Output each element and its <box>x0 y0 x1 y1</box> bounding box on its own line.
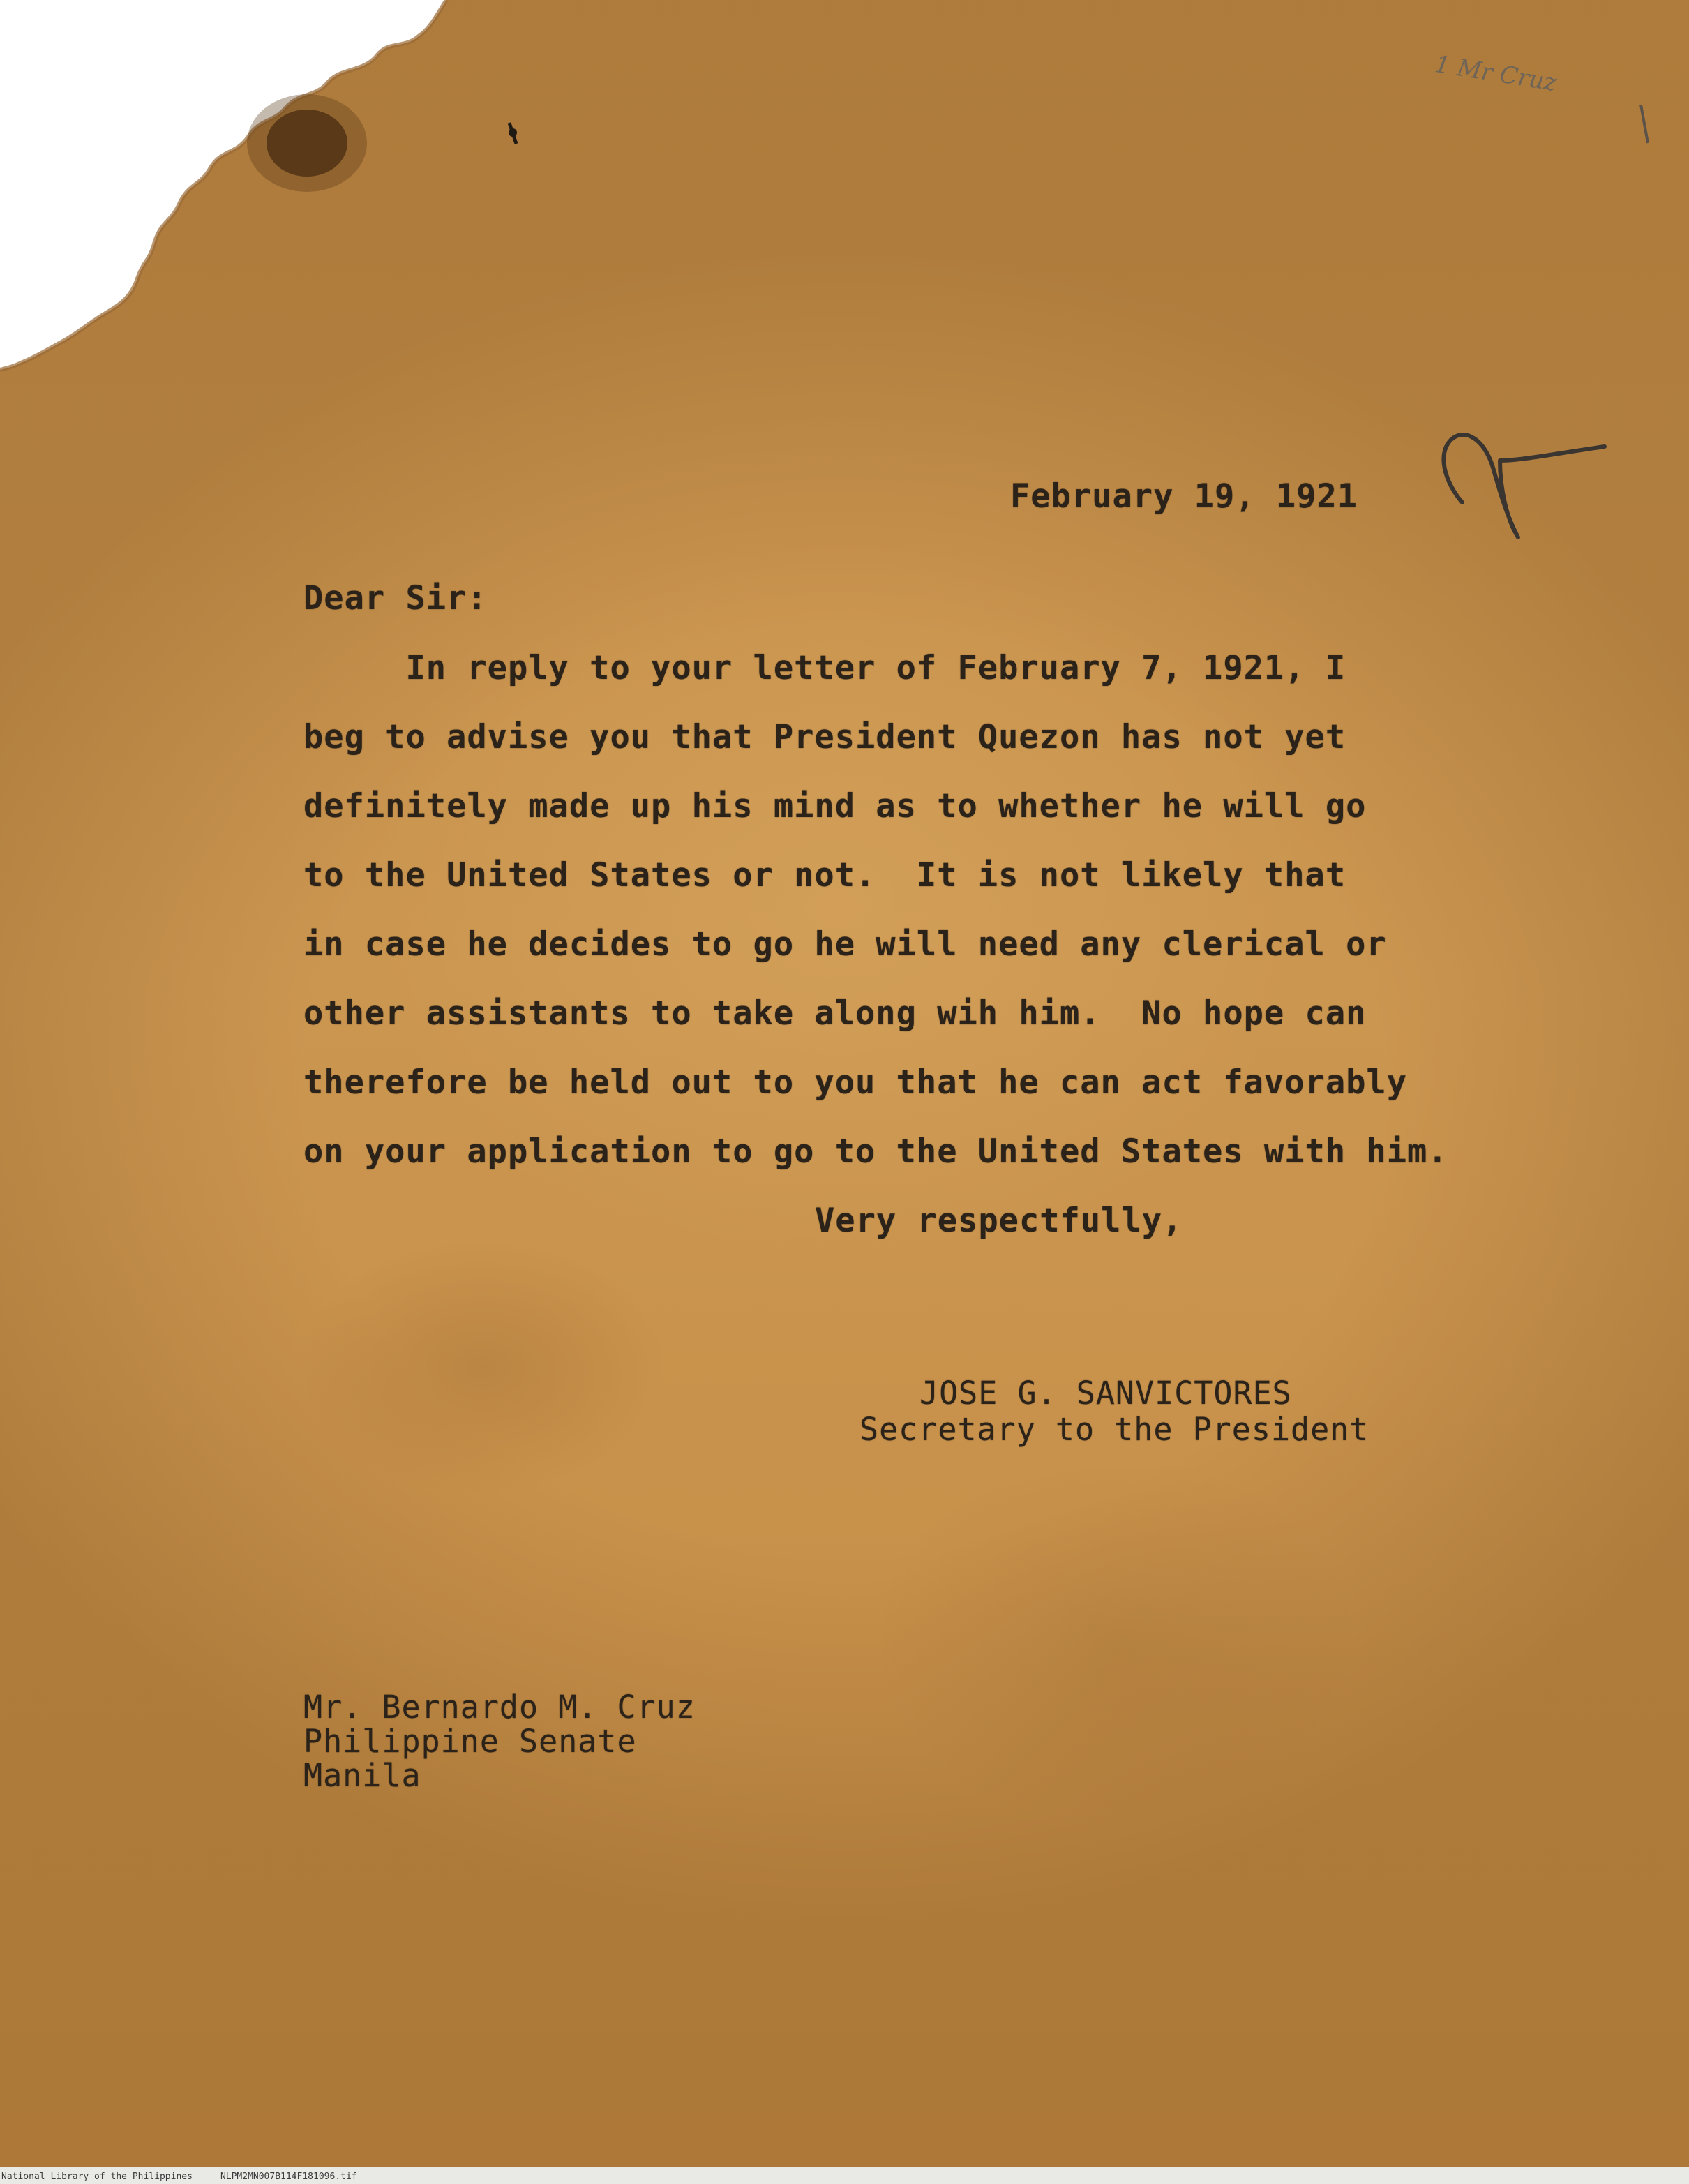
body-line: to the United States or not. It is not likely that <box>303 856 1346 895</box>
body-line: In reply to your letter of February 7, 1921, I <box>303 649 1346 687</box>
salutation: Dear Sir: <box>303 579 488 618</box>
corner-mark <box>1641 105 1648 143</box>
body-line: other assistants to take along wih him. No hope can <box>303 994 1367 1033</box>
body-line: therefore be held out to you that he can act favorably <box>303 1063 1408 1102</box>
letter-date: February 19, 1921 <box>1010 477 1358 516</box>
footer-library: National Library of the Philippines <box>1 2171 193 2182</box>
closing: Very respectfully, <box>815 1202 1183 1240</box>
recipient-org: Philippine Senate <box>303 1723 637 1760</box>
recipient-name: Mr. Bernardo M. Cruz <box>303 1689 696 1726</box>
signer-name: JOSE G. SANVICTORES <box>919 1375 1292 1412</box>
scan-footer <box>1 2171 385 2182</box>
body-line: on your application to go to the United States with him. <box>303 1132 1448 1171</box>
footer-file: NLPM2MN007B114F181096.tif <box>220 2171 357 2182</box>
recipient-city: Manila <box>303 1757 421 1794</box>
body-line: definitely made up his mind as to whether he will go <box>303 787 1367 825</box>
signer-title: Secretary to the President <box>859 1411 1369 1448</box>
body-line: in case he decides to go he will need any clerical or <box>303 925 1387 964</box>
check-mark <box>1443 435 1605 537</box>
body-line: beg to advise you that President Quezon has not yet <box>303 718 1346 756</box>
handwritten-note: 1 Mr Cruz <box>1432 50 1559 98</box>
